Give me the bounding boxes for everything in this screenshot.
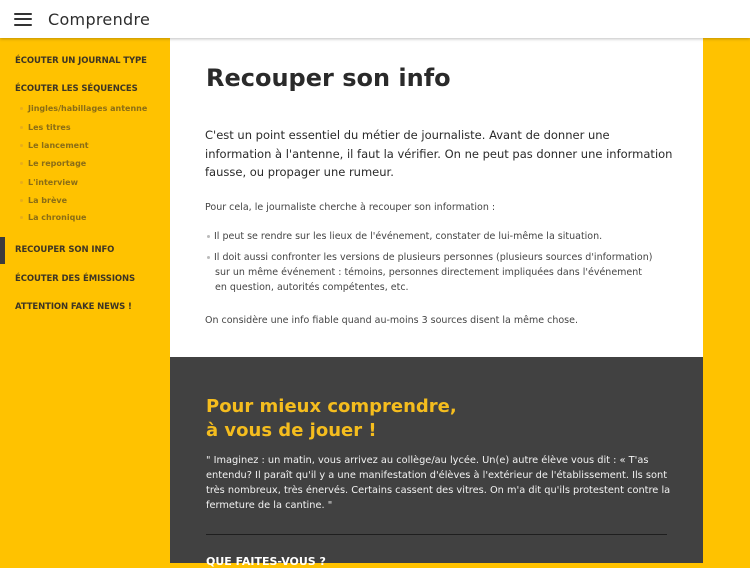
sidebar-subitem-label: Jingles/habillages antenne	[28, 104, 148, 113]
bullet-text: sur un même événement : témoins, personnes directement impliquées dans l'événement	[215, 267, 643, 278]
game-title-line: Pour mieux comprendre,	[206, 396, 457, 417]
sidebar-item-ecouter-journal-type[interactable]: ÉCOUTER UN JOURNAL TYPE	[15, 56, 147, 66]
bullet-icon	[20, 126, 23, 129]
question-heading: QUE FAITES-VOUS ?	[206, 555, 326, 568]
sidebar-item-fake-news[interactable]: ATTENTION FAKE NEWS !	[15, 302, 132, 312]
sidebar-subitem-chronique[interactable]	[20, 213, 86, 222]
bullet-icon	[20, 216, 23, 219]
scenario-quote: " Imaginez : un matin, vous arrivez au collège/au lycée. Un(e) autre élève vous dit : « T'as entendu? Il paraît qu'il y a une manifestation d'élèves à l'extérieur de l'établissement. Ils sont très nombreux, très énervés. Certains cassent des vitres. On m'a dit qu'ils protestent contre la fermeture de la cantine. "	[206, 455, 671, 511]
right-margin	[703, 38, 750, 563]
intro-text: Pour cela, le journaliste cherche à recouper son information :	[205, 202, 496, 213]
bullet-icon	[20, 162, 23, 165]
sidebar-subitem-label: La chronique	[28, 213, 87, 222]
active-item-indicator	[0, 237, 5, 264]
sidebar-subitem-interview[interactable]	[20, 178, 78, 187]
sidebar-subitem-titres[interactable]	[20, 123, 71, 132]
top-app-bar	[0, 0, 750, 38]
sidebar-subitem-jingles[interactable]	[20, 104, 147, 113]
sidebar-subitem-label: Les titres	[28, 123, 71, 132]
sidebar-item-ecouter-emissions[interactable]: ÉCOUTER DES ÉMISSIONS	[15, 274, 136, 284]
game-title-line: à vous de jouer !	[206, 420, 377, 441]
bullet-icon	[20, 181, 23, 184]
conclusion-text: On considère une info fiable quand au-moins 3 sources disent la même chose.	[205, 315, 578, 326]
sidebar-subitem-label: Le reportage	[28, 159, 87, 168]
bullet-item	[207, 229, 677, 244]
hamburger-icon[interactable]	[14, 13, 32, 26]
sidebar-item-ecouter-sequences[interactable]: ÉCOUTER LES SÉQUENCES	[15, 84, 138, 94]
sidebar-subitem-label: Le lancement	[28, 141, 89, 150]
bullet-icon	[207, 256, 210, 259]
bullet-icon	[207, 235, 210, 238]
game-section	[170, 357, 703, 568]
bullet-icon	[20, 199, 23, 202]
bullet-text: Il peut se rendre sur les lieux de l'événement, constater de lui-même la situation.	[214, 231, 603, 242]
bullet-text: en question, autorités compétentes, etc.	[215, 282, 409, 293]
game-title	[206, 395, 457, 443]
bullet-icon	[20, 107, 23, 110]
sidebar-subitem-reportage[interactable]	[20, 159, 86, 168]
sidebar-subitem-breve[interactable]	[20, 196, 67, 205]
sidebar-subitem-label: La brève	[28, 196, 68, 205]
sidebar-item-recouper-son-info[interactable]: RECOUPER SON INFO	[15, 245, 115, 255]
bullet-item	[207, 250, 677, 295]
bullet-icon	[20, 144, 23, 147]
app-title: Comprendre	[48, 9, 151, 29]
sidebar	[0, 38, 170, 563]
bullet-text: Il doit aussi confronter les versions de plusieurs personnes (plusieurs sources d'information)	[214, 252, 653, 263]
page-title: Recouper son info	[206, 64, 451, 92]
divider	[206, 534, 667, 535]
sidebar-subitem-lancement[interactable]	[20, 141, 89, 150]
sidebar-subitem-label: L'interview	[28, 178, 78, 187]
lead-paragraph: C'est un point essentiel du métier de journaliste. Avant de donner une information à l'antenne, il faut la vérifier. On ne peut pas donner une information fausse, ou propager une rumeur.	[205, 128, 673, 179]
